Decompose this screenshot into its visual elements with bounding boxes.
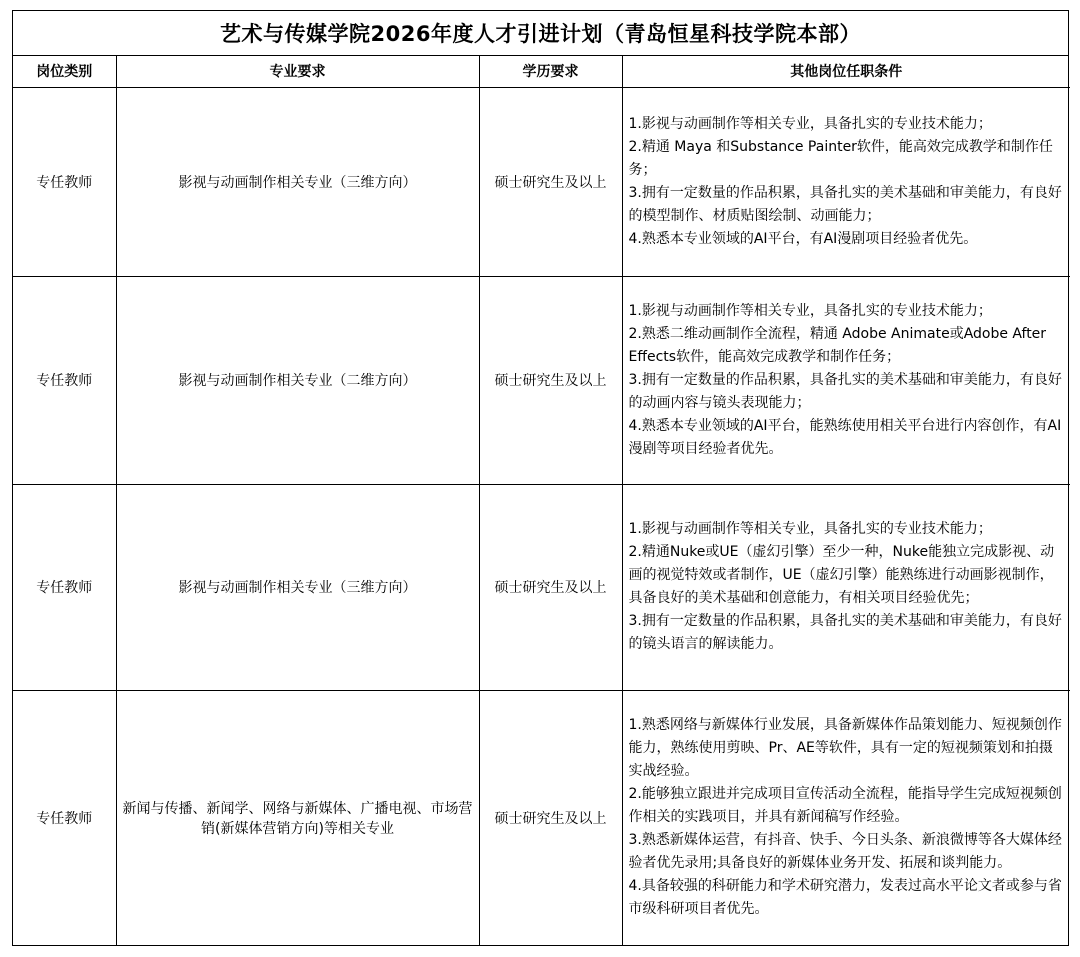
condition-item: 2.精通Nuke或UE（虚幻引擎）至少一种，Nuke能独立完成影视、动画的视觉特效或者制作，UE（虚幻引擎）能熟练进行动画影视制作，具备良好的美术基础和创意能力，有相关项目经验优先； (628, 544, 1055, 606)
condition-item: 4.熟悉本专业领域的AI平台，有AI漫剧项目经验者优先。 (628, 230, 978, 247)
condition-item: 3.熟悉新媒体运营，有抖音、快手、今日头条、新浪微博等各大媒体经验者优先录用;具备良好的新媒体业务开发、拓展和谈判能力。 (628, 832, 1062, 872)
table-row (13, 87, 1070, 276)
recruitment-table (13, 56, 1070, 945)
cell-education: 硕士研究生及以上 (479, 484, 622, 690)
condition-item: 3.拥有一定数量的作品积累，具备扎实的美术基础和审美能力，有良好的模型制作、材质贴图绘制、动画能力； (628, 184, 1062, 224)
condition-item: 4.熟悉本专业领域的AI平台，能熟练使用相关平台进行内容创作，有AI漫剧等项目经验者优先。 (628, 417, 1062, 457)
header-major: 专业要求 (116, 56, 479, 87)
cell-education: 硕士研究生及以上 (479, 276, 622, 484)
header-other-conditions: 其他岗位任职条件 (622, 56, 1070, 87)
table-row (13, 276, 1070, 484)
table-row (13, 484, 1070, 690)
cell-major: 影视与动画制作相关专业（三维方向） (116, 87, 479, 276)
condition-item: 1.影视与动画制作等相关专业，具备扎实的专业技术能力； (628, 115, 992, 132)
condition-item: 3.拥有一定数量的作品积累，具备扎实的美术基础和审美能力，有良好的动画内容与镜头表现能力； (628, 371, 1062, 411)
cell-conditions (622, 87, 1070, 276)
condition-item: 3.拥有一定数量的作品积累，具备扎实的美术基础和审美能力，有良好的镜头语言的解读能力。 (628, 613, 1062, 652)
condition-item: 1.熟悉网络与新媒体行业发展，具备新媒体作品策划能力、短视频创作能力，熟练使用剪映、Pr、AE等软件，具有一定的短视频策划和拍摄实战经验。 (628, 717, 1062, 780)
condition-item: 2.熟悉二维动画制作全流程，精通 Adobe Animate或Adobe After Effects软件，能高效完成教学和制作任务； (628, 325, 1047, 365)
cell-category: 专任教师 (13, 690, 116, 945)
cell-education: 硕士研究生及以上 (479, 690, 622, 945)
cell-category: 专任教师 (13, 276, 116, 484)
cell-category: 专任教师 (13, 87, 116, 276)
cell-category: 专任教师 (13, 484, 116, 690)
condition-item: 1.影视与动画制作等相关专业，具备扎实的专业技术能力； (628, 521, 992, 537)
header-row (13, 56, 1070, 87)
cell-major: 影视与动画制作相关专业（三维方向） (116, 484, 479, 690)
condition-item: 1.影视与动画制作等相关专业，具备扎实的专业技术能力； (628, 302, 992, 319)
condition-item: 2.能够独立跟进并完成项目宣传活动全流程，能指导学生完成短视频创作相关的实践项目，并具有新闻稿写作经验。 (628, 786, 1062, 826)
cell-conditions (622, 690, 1070, 945)
header-education: 学历要求 (479, 56, 622, 87)
table-row (13, 690, 1070, 945)
table-title: 艺术与传媒学院2026年度人才引进计划（青岛恒星科技学院本部） (13, 11, 1068, 56)
cell-conditions (622, 276, 1070, 484)
cell-major: 影视与动画制作相关专业（二维方向） (116, 276, 479, 484)
condition-item: 2.精通 Maya 和Substance Painter软件，能高效完成教学和制作任务； (628, 138, 1053, 178)
cell-education: 硕士研究生及以上 (479, 87, 622, 276)
recruitment-table-sheet (12, 10, 1069, 946)
header-category: 岗位类别 (13, 56, 116, 87)
condition-item: 4.具备较强的科研能力和学术研究潜力，发表过高水平论文者或参与省市级科研项目者优先。 (628, 878, 1062, 918)
cell-major: 新闻与传播、新闻学、网络与新媒体、广播电视、市场营销(新媒体营销方向)等相关专业 (116, 690, 479, 945)
cell-conditions (622, 484, 1070, 690)
